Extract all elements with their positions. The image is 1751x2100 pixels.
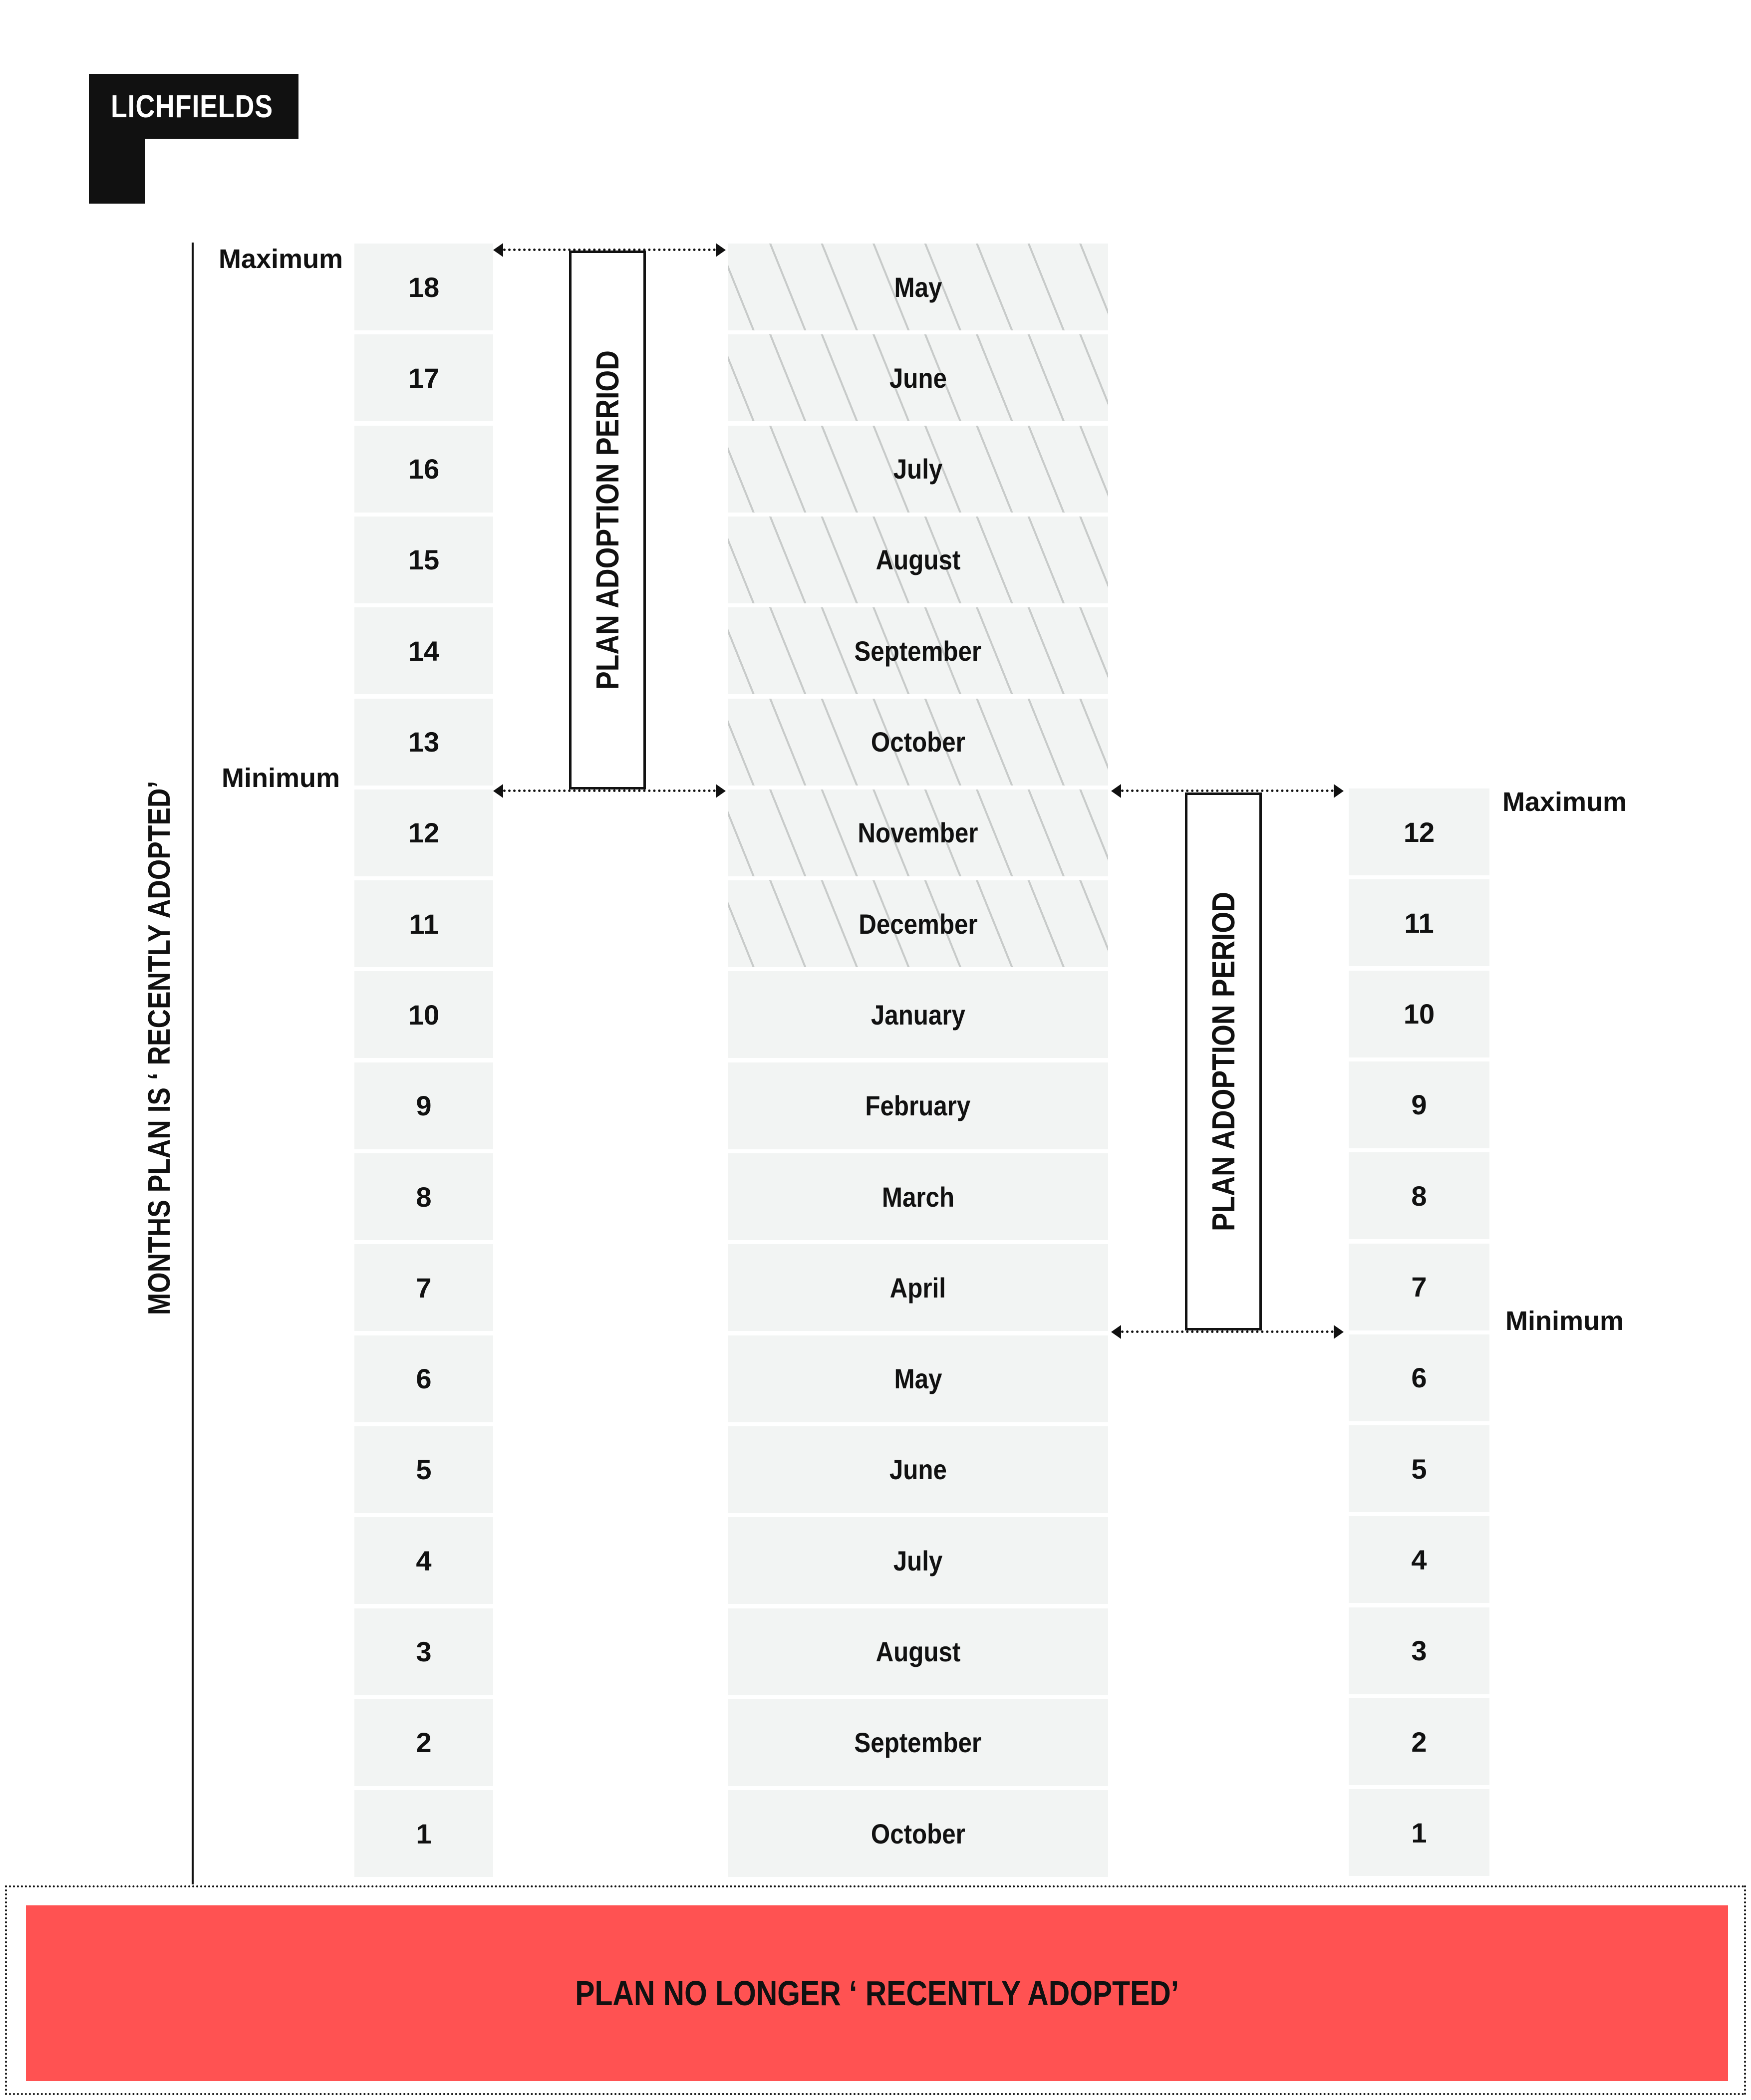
calendar-month-cell: [728, 1153, 1108, 1240]
lichfields-logo: [89, 74, 298, 204]
left-month-cell-label: 5: [416, 1454, 432, 1486]
calendar-month-cell-label: April: [889, 1272, 946, 1304]
calendar-month-cell-label: June: [889, 1454, 947, 1486]
calendar-month-cell-label: December: [858, 908, 978, 940]
calendar-month-cell: [728, 1699, 1108, 1786]
calendar-month-cell-label: June: [889, 362, 947, 394]
period-box-1: [569, 251, 646, 789]
calendar-month-cell-label: January: [871, 999, 965, 1031]
left-month-cell: [354, 1790, 493, 1877]
logo-text: LICHFIELDS: [111, 88, 273, 124]
right-month-cell-label: 7: [1411, 1271, 1427, 1303]
left-month-cell-label: 12: [408, 817, 440, 849]
calendar-month-cell-label: November: [858, 817, 978, 849]
period-box-2-label: PLAN ADOPTION PERIOD: [1205, 892, 1241, 1231]
period-box-2: [1185, 792, 1262, 1330]
calendar-month-cell: [728, 1608, 1108, 1695]
left-month-cell-label: 7: [416, 1272, 432, 1304]
right-month-cell-label: 8: [1411, 1180, 1427, 1212]
calendar-month-cell-label: October: [871, 726, 965, 758]
right-month-cell-label: 10: [1403, 998, 1435, 1030]
left-month-cell: [354, 699, 493, 786]
left-month-cell-label: 3: [416, 1636, 432, 1667]
left-month-cell-label: 9: [416, 1090, 432, 1122]
left-month-cell: [354, 1335, 493, 1422]
banner-label: PLAN NO LONGER ‘ RECENTLY ADOPTED’: [575, 1974, 1179, 2013]
axis-title: MONTHS PLAN IS ‘ RECENTLY ADOPTED’: [142, 781, 177, 1315]
left-month-cell-label: 10: [408, 999, 440, 1031]
calendar-month-cell: [728, 1517, 1108, 1604]
calendar-month-cell: [728, 789, 1108, 876]
left-month-cell-label: 15: [408, 544, 440, 576]
right-month-cell-label: 2: [1411, 1726, 1427, 1758]
left-month-cell: [354, 244, 493, 330]
right-max-label: Maximum: [1502, 787, 1627, 817]
left-month-cell-label: 2: [416, 1727, 432, 1759]
axis-line: [192, 243, 194, 1884]
right-min-label: Minimum: [1505, 1306, 1624, 1336]
calendar-month-cell-label: August: [876, 1636, 960, 1667]
calendar-month-cell: [728, 1335, 1108, 1422]
right-month-cell: [1349, 971, 1489, 1057]
calendar-month-cell-label: May: [894, 271, 942, 303]
left-month-cell: [354, 1608, 493, 1695]
left-month-cell-label: 11: [409, 908, 439, 940]
calendar-month-cell-label: May: [894, 1363, 942, 1395]
left-month-cell-label: 13: [408, 726, 440, 758]
left-min-label: Minimum: [222, 763, 340, 793]
left-month-cell-label: 4: [416, 1545, 432, 1576]
calendar-month-cell-label: February: [865, 1090, 971, 1122]
left-month-cell-label: 14: [408, 635, 440, 667]
not-recently-adopted-banner: [26, 1905, 1728, 2081]
right-month-cell-label: 4: [1411, 1544, 1427, 1575]
left-month-cell: [354, 1244, 493, 1331]
calendar-month-cell: [728, 426, 1108, 513]
left-month-cell-label: 8: [416, 1181, 432, 1213]
period-2-top-arrow: [1121, 789, 1334, 792]
period-1-bottom-arrow: [503, 789, 716, 792]
left-month-cell-label: 1: [416, 1818, 432, 1849]
left-month-cell: [354, 1426, 493, 1513]
left-month-cell: [354, 971, 493, 1058]
right-month-cell: [1349, 1334, 1489, 1421]
left-month-cell-label: 17: [408, 362, 440, 394]
calendar-month-cell-label: July: [893, 1545, 943, 1576]
left-month-cell: [354, 607, 493, 694]
calendar-month-cell: [728, 517, 1108, 603]
calendar-month-cell: [728, 607, 1108, 694]
calendar-month-cell: [728, 1062, 1108, 1149]
right-month-cell: [1349, 879, 1489, 966]
right-month-cell: [1349, 1789, 1489, 1876]
calendar-month-cell-label: July: [893, 453, 943, 485]
left-month-cell-label: 18: [408, 271, 440, 303]
left-month-cell: [354, 1517, 493, 1604]
right-month-cell-label: 11: [1404, 907, 1434, 939]
calendar-month-cell: [728, 244, 1108, 330]
calendar-month-cell: [728, 971, 1108, 1058]
calendar-month-cell: [728, 334, 1108, 421]
right-month-cell-label: 9: [1411, 1089, 1427, 1121]
period-2-bottom-arrow: [1121, 1330, 1334, 1333]
calendar-month-cell-label: September: [854, 1727, 982, 1759]
right-month-cell-label: 1: [1411, 1817, 1427, 1848]
left-month-cell: [354, 1153, 493, 1240]
left-month-cell: [354, 1699, 493, 1786]
right-month-cell: [1349, 1061, 1489, 1148]
right-month-cell-label: 5: [1411, 1453, 1427, 1485]
right-month-cell: [1349, 1698, 1489, 1785]
right-month-cell: [1349, 1244, 1489, 1330]
left-month-cell: [354, 517, 493, 603]
right-month-cell-label: 12: [1403, 816, 1435, 848]
right-month-cell: [1349, 1516, 1489, 1603]
left-month-cell: [354, 426, 493, 513]
left-max-label: Maximum: [219, 244, 343, 274]
calendar-month-cell-label: September: [854, 635, 982, 667]
left-month-cell-label: 6: [416, 1363, 432, 1395]
left-month-cell: [354, 1062, 493, 1149]
right-month-cell: [1349, 1607, 1489, 1694]
calendar-month-cell-label: March: [881, 1181, 954, 1213]
right-month-cell: [1349, 788, 1489, 875]
right-month-cell-label: 6: [1411, 1362, 1427, 1394]
calendar-month-cell: [728, 1244, 1108, 1331]
calendar-month-cell: [728, 1790, 1108, 1877]
right-month-cell: [1349, 1152, 1489, 1239]
left-month-cell: [354, 880, 493, 967]
calendar-month-cell: [728, 880, 1108, 967]
left-month-cell: [354, 789, 493, 876]
calendar-month-cell-label: August: [876, 544, 960, 576]
calendar-month-cell-label: October: [871, 1818, 965, 1849]
calendar-month-cell: [728, 1426, 1108, 1513]
right-month-cell: [1349, 1425, 1489, 1512]
calendar-month-cell: [728, 699, 1108, 786]
right-month-cell-label: 3: [1411, 1635, 1427, 1667]
left-month-cell-label: 16: [408, 453, 440, 485]
period-box-1-label: PLAN ADOPTION PERIOD: [589, 350, 625, 690]
left-month-cell: [354, 334, 493, 421]
